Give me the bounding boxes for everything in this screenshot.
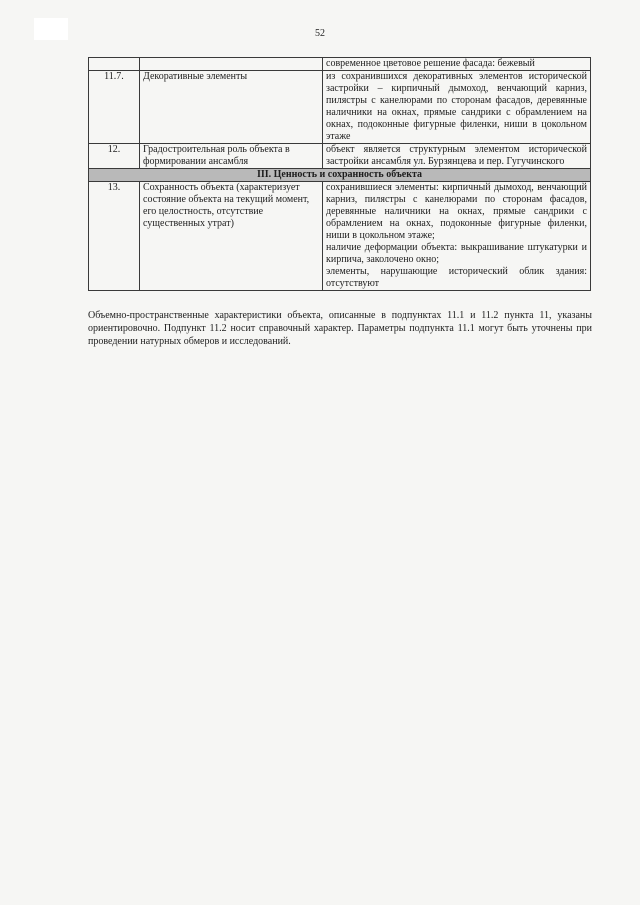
- row-value-line: наличие деформации объекта: выкрашивание штукатурки и кирпича, заколочено окно;: [326, 242, 587, 265]
- row-number: 13.: [89, 182, 140, 291]
- table-row: [89, 182, 591, 291]
- table-row: [89, 58, 591, 71]
- table-row: [89, 144, 591, 169]
- row-value-line: современное цветовое решение фасада: бежевый: [326, 58, 535, 69]
- object-description-table: [88, 57, 591, 291]
- row-value-line: объект является структурным элементом исторической застройки ансамбля ул. Бурзянцева и пер. Гугучинского: [326, 144, 587, 167]
- section-title: III. Ценность и сохранность объекта: [89, 169, 591, 182]
- row-value-line: сохранившиеся элементы: кирпичный дымоход, венчающий карниз, пилястры с канелюрами по сторонам фасадов, деревянные наличники на окнах, прямые сандрики с обрамлением на окнах, подоконные фигурные филенки, ниши в цокольном этаже;: [326, 182, 587, 241]
- row-number: 12.: [89, 144, 140, 169]
- table-row: [89, 71, 591, 144]
- row-name: Сохранность объекта (характеризует состояние объекта на текущий момент, его целостность, отсутствие существенных утрат): [140, 182, 323, 291]
- row-name: Декоративные элементы: [140, 71, 323, 144]
- row-value: [323, 182, 591, 291]
- row-value-line: элементы, нарушающие исторический облик здания: отсутствуют: [326, 266, 587, 289]
- row-value: [323, 144, 591, 169]
- row-value-line: из сохранившихся декоративных элементов исторической застройки – кирпичный дымоход, венчающий карниз, пилястры с канелюрами по сторонам фасадов, деревянные наличники на окнах, прямые сандрики с обрамлением на окнах, подоконные фигурные филенки, ниши в цокольном этаже: [326, 71, 587, 142]
- row-number: [89, 58, 140, 71]
- page-number: 52: [315, 28, 325, 39]
- footnote-paragraph: Объемно-пространственные характеристики объекта, описанные в подпунктах 11.1 и 11.2 пункта 11, указаны ориентировочно. Подпункт 11.2 носит справочный характер. Параметры подпункта 11.1 могут быть уточнены при проведении натурных обмеров и исследований.: [88, 310, 592, 347]
- row-number: 11.7.: [89, 71, 140, 144]
- section-header-row: [89, 169, 591, 182]
- row-name: Градостроительная роль объекта в формировании ансамбля: [140, 144, 323, 169]
- row-name: [140, 58, 323, 71]
- row-value: [323, 58, 591, 71]
- row-value: [323, 71, 591, 144]
